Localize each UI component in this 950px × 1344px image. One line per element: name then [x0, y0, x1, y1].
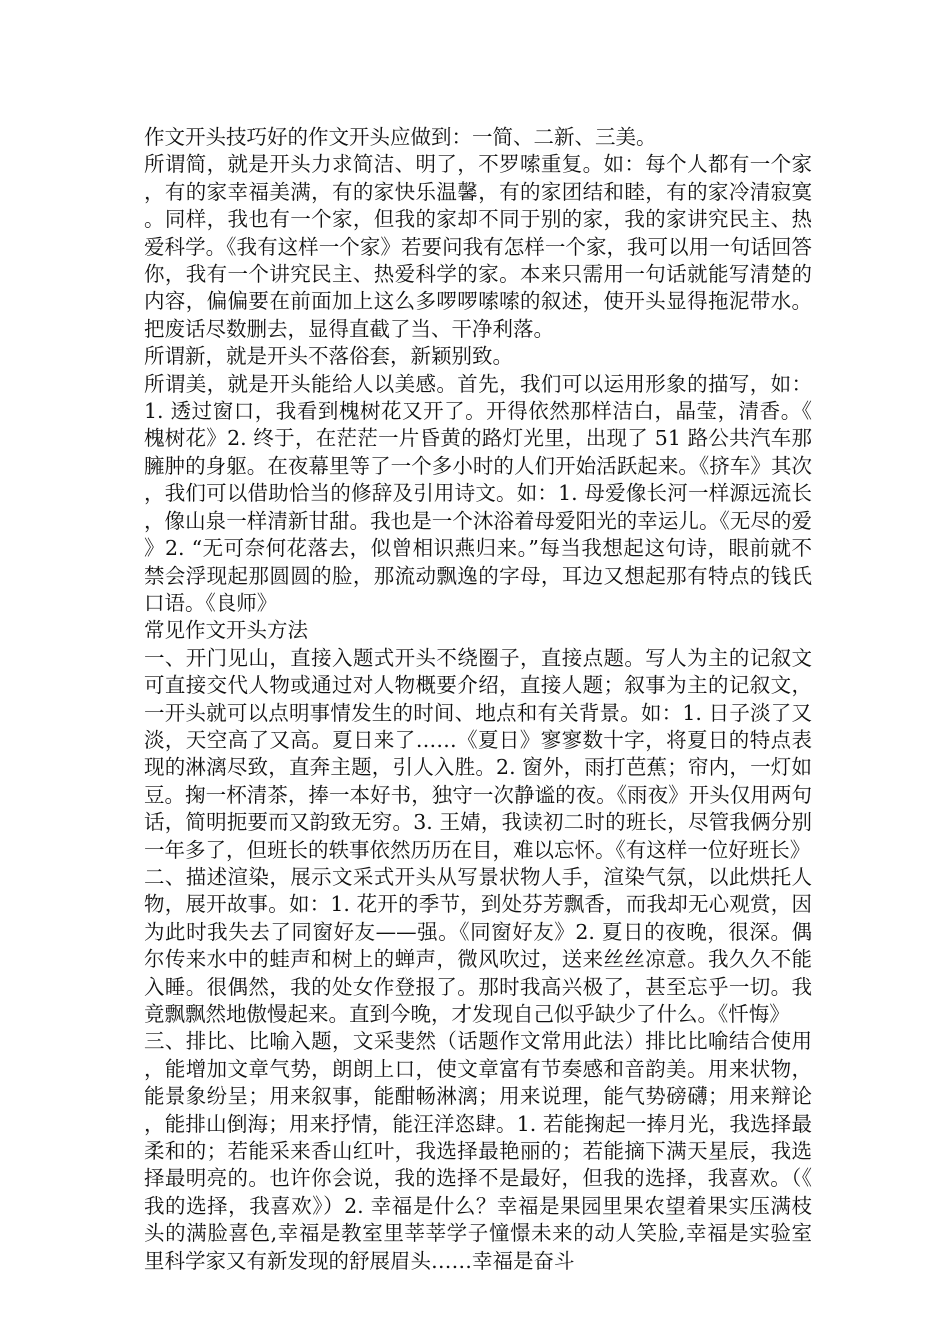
- paragraph-xin: 所谓新，就是开头不落俗套，新颖别致。: [144, 344, 513, 369]
- paragraph-intro: 作文开头技巧好的作文开头应做到：一简、二新、三美。: [144, 125, 657, 149]
- paragraph-method-3: 三、排比、比喻入题，文采斐然（话题作文常用此法）排比比喻结合使用，能增加文章气势，朗朗上口，使文章富有节奏感和音韵美。用来状物，能景象纷呈；用来叙事，能酣畅淋漓；用来说理，能气势磅礴；用来辩论，能排山倒海；用来抒情，能汪洋恣肆。1. 若能掬起一捧月光，我选择最柔和的；若能采来香山红叶，我选择最艳丽的；若能摘下满天星辰，我选择最明亮的。也许你会说，我的选择不是最好，但我的选择，我喜欢。（《我的选择，我喜欢》）2. 幸福是什么？幸福是果园里果农望着果实压满枝头的满脸喜色,幸福是教室里莘莘学子憧憬未来的动人笑脸,幸福是实验室里科学家又有新发现的舒展眉头……幸福是奋斗: [144, 1029, 812, 1273]
- paragraph-method-1: 一、开门见山，直接入题式开头不绕圈子，直接点题。写人为主的记叙文可直接交代人物或通过对人物概要介绍，直接人题；叙事为主的记叙文，一开头就可以点明事情发生的时间、地点和有关背景。如：1. 日子淡了又淡，天空高了又高。夏日来了……《夏日》寥寥数十字，将夏日的特点表现的淋漓尽致，直奔主题，引人入胜。2. 窗外，雨打芭蕉；帘内，一灯如豆。掬一杯清茶，捧一本好书，独守一次静谧的夜。《雨夜》开头仅用两句话，简明扼要而又韵致无穷。3. 王婧，我读初二时的班长，尽管我俩分别一年多了，但班长的轶事依然历历在目，难以忘怀。《有这样一位好班长》: [144, 645, 812, 862]
- paragraph-method-2: 二、描述渲染，展示文采式开头从写景状物人手，渲染气氛，以此烘托人物，展开故事。如：1. 花开的季节，到处芬芳飘香，而我却无心观赏，因为此时我失去了同窗好友——强。《同窗好友》2. 夏日的夜晚，很深。偶尔传来水中的蛙声和树上的蝉声，微风吹过，送来丝丝凉意。我久久不能入睡。很偶然，我的处女作登报了。那时我高兴极了，甚至忘乎一切。我竟飘飘然地傲慢起来。直到今晚，才发现自己似乎缺少了什么。《忏悔》: [144, 864, 812, 1026]
- paragraph-jian: 所谓简，就是开头力求简洁、明了，不罗嗦重复。如：每个人都有一个家，有的家幸福美满，有的家快乐温馨，有的家团结和睦，有的家冷清寂寞。同样，我也有一个家，但我的家却不同于别的家，我的家讲究民主、热爱科学。《我有这样一个家》若要问我有怎样一个家，我可以用一句话回答你，我有一个讲究民主、热爱科学的家。本来只需用一句话就能写清楚的内容，偏偏要在前面加上这么多啰啰嗦嗦的叙述，使开头显得拖泥带水。把废话尽数删去，显得直截了当、干净利落。: [144, 152, 812, 341]
- paragraph-mei: 所谓美，就是开头能给人以美感。首先，我们可以运用形象的描写，如：1. 透过窗口，我看到槐树花又开了。开得依然那样洁白，晶莹，清香。《槐树花》2. 终于，在茫茫一片昏黄的路灯光里，出现了 51 路公共汽车那臃肿的身躯。在夜幕里等了一个多小时的人们开始活跃起来。《挤车》其次，我们可以借助恰当的修辞及引用诗文。如：1. 母爱像长河一样源远流长，像山泉一样清新甘甜。我也是一个沐浴着母爱阳光的幸运儿。《无尽的爱》2. “无可奈何花落去，似曾相识燕归来。”每当我想起这句诗，眼前就不禁会浮现起那圆圆的脸，那流动飘逸的字母，耳边又想起那有特点的钱氏口语。《良师》: [144, 371, 812, 615]
- document-page: [144, 124, 812, 1275]
- section-heading-methods: 常见作文开头方法: [144, 618, 308, 643]
